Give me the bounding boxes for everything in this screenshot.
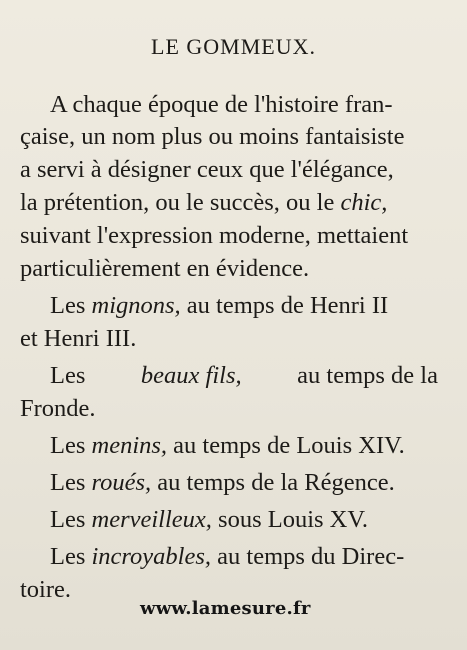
italic-word: incroyables, <box>91 543 212 570</box>
text-line: et Henri III. <box>20 325 137 352</box>
text-line: Fronde. <box>20 395 96 422</box>
text-span: au temps de la <box>297 362 438 389</box>
text-line: particulièrement en évidence. <box>20 255 310 282</box>
italic-word: merveilleux, <box>91 506 212 533</box>
text-line <box>50 468 395 498</box>
chapter-title: LE GOMMEUX. <box>151 34 316 59</box>
text-span: au temps du Direc- <box>211 543 405 570</box>
text-line <box>20 188 387 218</box>
text-span: au temps de Louis XIV. <box>167 432 405 459</box>
italic-word: chic, <box>340 189 388 216</box>
text-span: Les <box>50 506 92 533</box>
italic-word: mignons, <box>91 292 181 319</box>
text-line: a servi à désigner ceux que l'élégance, <box>20 156 394 183</box>
italic-word: beaux fils, <box>140 362 242 389</box>
text-line <box>50 291 388 321</box>
text-line: A chaque époque de l'histoire fran- <box>50 91 393 118</box>
text-span: au temps de Henri II <box>180 292 389 319</box>
text-span: la prétention, ou le succès, ou le <box>20 189 341 216</box>
text-line: çaise, un nom plus ou moins fantaisiste <box>20 123 405 150</box>
text-line: suivant l'expression moderne, mettaient <box>20 222 409 249</box>
text-span: Les <box>50 432 92 459</box>
italic-word: menins, <box>91 432 168 459</box>
text-span: Les <box>50 543 92 570</box>
text-span: Les <box>50 469 92 496</box>
text-line: toire. <box>20 576 72 603</box>
text-line <box>50 431 405 461</box>
text-span: au temps de la Régence. <box>151 469 395 496</box>
text-line <box>50 505 368 535</box>
text-span: sous Louis XV. <box>211 506 369 533</box>
text-span: Les <box>50 362 86 389</box>
text-span: Les <box>50 292 92 319</box>
italic-word: roués, <box>91 469 152 496</box>
text-line <box>50 542 404 572</box>
text-line <box>50 361 438 391</box>
watermark-url: www.lamesure.fr <box>140 598 311 619</box>
